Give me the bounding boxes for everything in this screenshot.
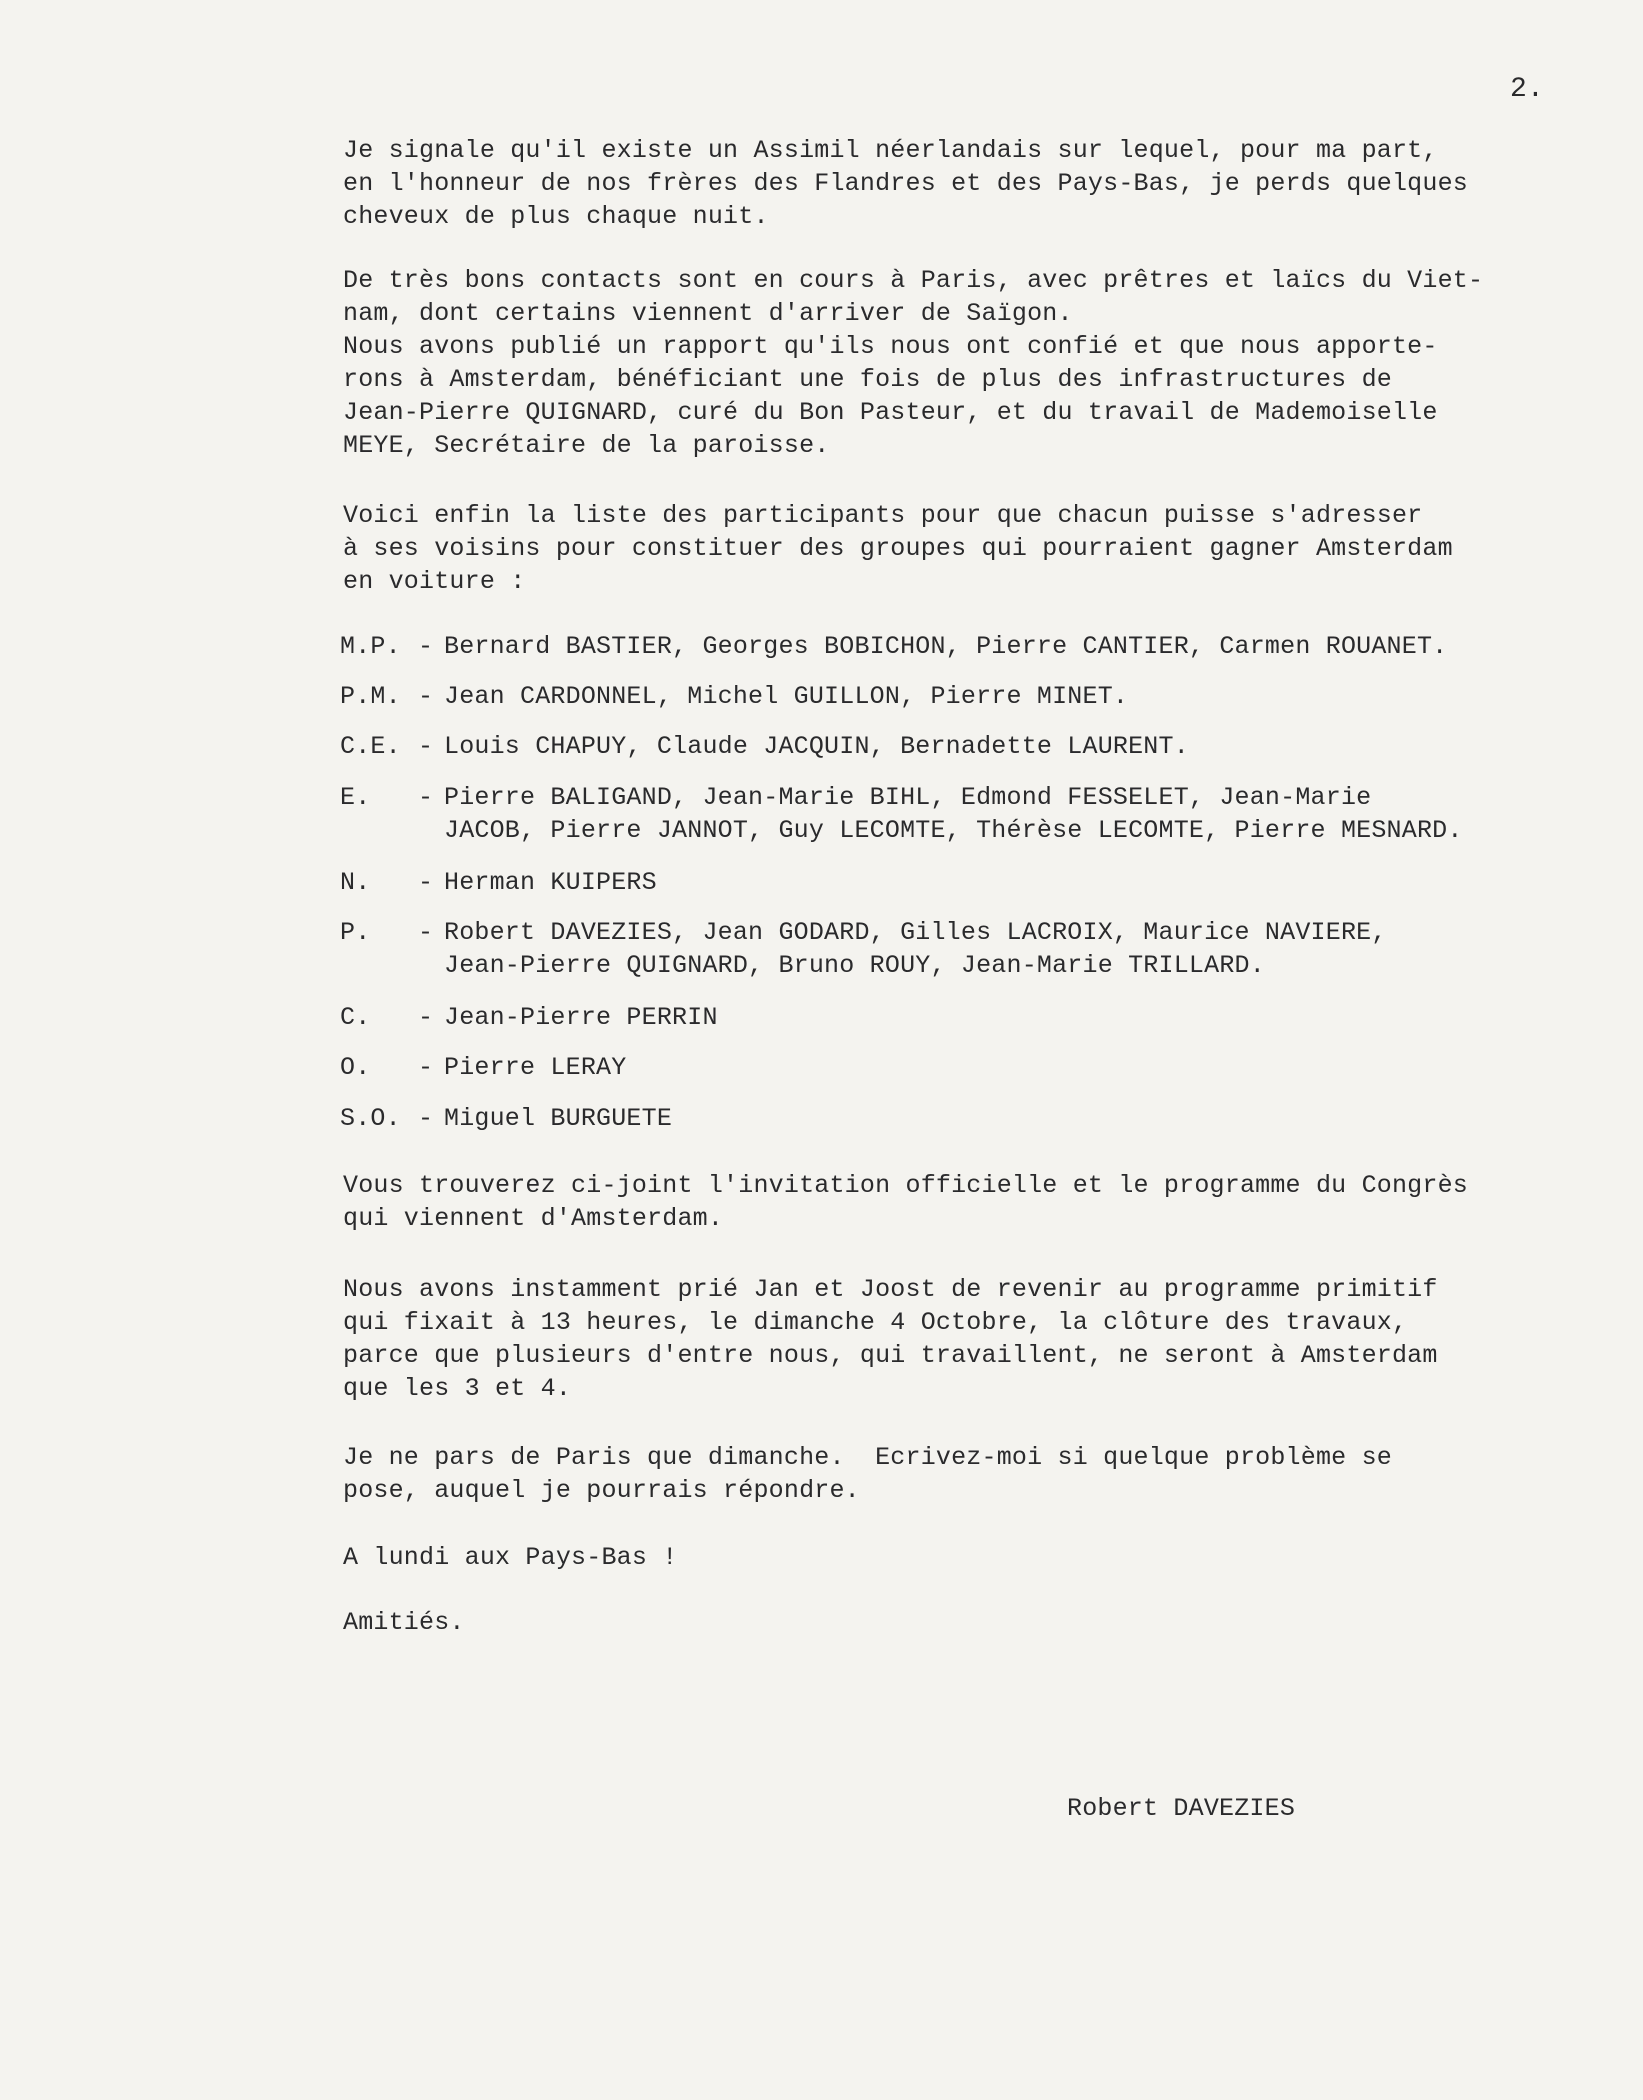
text-line: nam, dont certains viennent d'arriver de Saïgon. — [343, 299, 1073, 328]
group-code: O. — [340, 1053, 371, 1082]
text-line: Nous avons instamment prié Jan et Joost de revenir au programme primitif — [343, 1275, 1438, 1304]
text-line: qui viennent d'Amsterdam. — [343, 1204, 724, 1233]
group-names — [444, 680, 1594, 713]
group-names — [444, 866, 1594, 899]
text-line: à ses voisins pour constituer des groupes qui pourraient gagner Amsterdam — [343, 534, 1453, 563]
text-line: Jean-Pierre QUIGNARD, curé du Bon Pasteur, et du travail de Mademoiselle — [343, 398, 1438, 427]
names-line: Pierre LERAY — [444, 1053, 627, 1082]
names-line: Louis CHAPUY, Claude JACQUIN, Bernadette LAURENT. — [444, 732, 1189, 761]
dash: - — [418, 1053, 434, 1082]
dash: - — [418, 918, 434, 947]
text-line: MEYE, Secrétaire de la paroisse. — [343, 431, 830, 460]
closing — [343, 1606, 1603, 1639]
group-names — [444, 730, 1594, 763]
text-line: Voici enfin la liste des participants pour que chacun puisse s'adresser — [343, 501, 1423, 530]
text-line: A lundi aux Pays-Bas ! — [343, 1543, 678, 1572]
text-line: Nous avons publié un rapport qu'ils nous ont confié et que nous apporte- — [343, 332, 1438, 361]
dash: - — [418, 1104, 434, 1133]
group-code: M.P. — [340, 632, 401, 661]
participant-group — [340, 630, 1594, 663]
text-line: en voiture : — [343, 567, 526, 596]
names-line: Miguel BURGUETE — [444, 1104, 673, 1133]
participant-group — [340, 781, 1594, 847]
group-code: C.E. — [340, 732, 401, 761]
paragraph-departure — [343, 1441, 1603, 1507]
group-code: P. — [340, 918, 371, 947]
group-names — [444, 916, 1594, 982]
group-code: C. — [340, 1003, 371, 1032]
paragraph-programme — [343, 1273, 1603, 1405]
names-line: Bernard BASTIER, Georges BOBICHON, Pierre CANTIER, Carmen ROUANET. — [444, 632, 1448, 661]
paragraph-invitation — [343, 1169, 1603, 1235]
participant-group — [340, 680, 1594, 713]
group-code: P.M. — [340, 682, 401, 711]
text-line: Je signale qu'il existe un Assimil néerlandais sur lequel, pour ma part, — [343, 136, 1438, 165]
names-line: Jean-Pierre PERRIN — [444, 1003, 718, 1032]
group-code: N. — [340, 868, 371, 897]
text-line: en l'honneur de nos frères des Flandres et des Pays-Bas, je perds quelques — [343, 169, 1468, 198]
text-line: pose, auquel je pourrais répondre. — [343, 1476, 860, 1505]
text-line: Vous trouverez ci-joint l'invitation officielle et le programme du Congrès — [343, 1171, 1468, 1200]
text-line: rons à Amsterdam, bénéficiant une fois de plus des infrastructures de — [343, 365, 1392, 394]
group-code: S.O. — [340, 1104, 401, 1133]
paragraph-vietnam-contacts — [343, 264, 1603, 462]
group-names — [444, 781, 1594, 847]
group-names — [444, 630, 1594, 663]
group-names — [444, 1102, 1594, 1135]
names-line: JACOB, Pierre JANNOT, Guy LECOMTE, Thérèse LECOMTE, Pierre MESNARD. — [444, 816, 1463, 845]
names-line: Pierre BALIGAND, Jean-Marie BIHL, Edmond FESSELET, Jean-Marie — [444, 783, 1372, 812]
names-line: Jean CARDONNEL, Michel GUILLON, Pierre MINET. — [444, 682, 1129, 711]
paragraph-assimil — [343, 134, 1603, 233]
text-line: Je ne pars de Paris que dimanche. Ecrivez-moi si quelque problème se — [343, 1443, 1392, 1472]
participant-group — [340, 1051, 1594, 1084]
signature: Robert DAVEZIES — [1067, 1794, 1296, 1823]
paragraph-participants-intro — [343, 499, 1603, 598]
text-line: qui fixait à 13 heures, le dimanche 4 Octobre, la clôture des travaux, — [343, 1308, 1408, 1337]
dash: - — [418, 732, 434, 761]
participant-group — [340, 1001, 1594, 1034]
dash: - — [418, 783, 434, 812]
participant-group — [340, 866, 1594, 899]
page-number: 2. — [1510, 74, 1545, 105]
names-line: Herman KUIPERS — [444, 868, 657, 897]
text-line: Amitiés. — [343, 1608, 465, 1637]
group-names — [444, 1051, 1594, 1084]
group-code: E. — [340, 783, 371, 812]
dash: - — [418, 868, 434, 897]
participant-group — [340, 916, 1594, 982]
text-line: cheveux de plus chaque nuit. — [343, 202, 769, 231]
text-line: que les 3 et 4. — [343, 1374, 572, 1403]
names-line: Jean-Pierre QUIGNARD, Bruno ROUY, Jean-Marie TRILLARD. — [444, 951, 1265, 980]
paragraph-farewell — [343, 1541, 1603, 1574]
text-line: De très bons contacts sont en cours à Paris, avec prêtres et laïcs du Viet- — [343, 266, 1484, 295]
dash: - — [418, 682, 434, 711]
participant-group — [340, 730, 1594, 763]
dash: - — [418, 1003, 434, 1032]
group-names — [444, 1001, 1594, 1034]
dash: - — [418, 632, 434, 661]
names-line: Robert DAVEZIES, Jean GODARD, Gilles LACROIX, Maurice NAVIERE, — [444, 918, 1387, 947]
participant-group — [340, 1102, 1594, 1135]
text-line: parce que plusieurs d'entre nous, qui travaillent, ne seront à Amsterdam — [343, 1341, 1438, 1370]
